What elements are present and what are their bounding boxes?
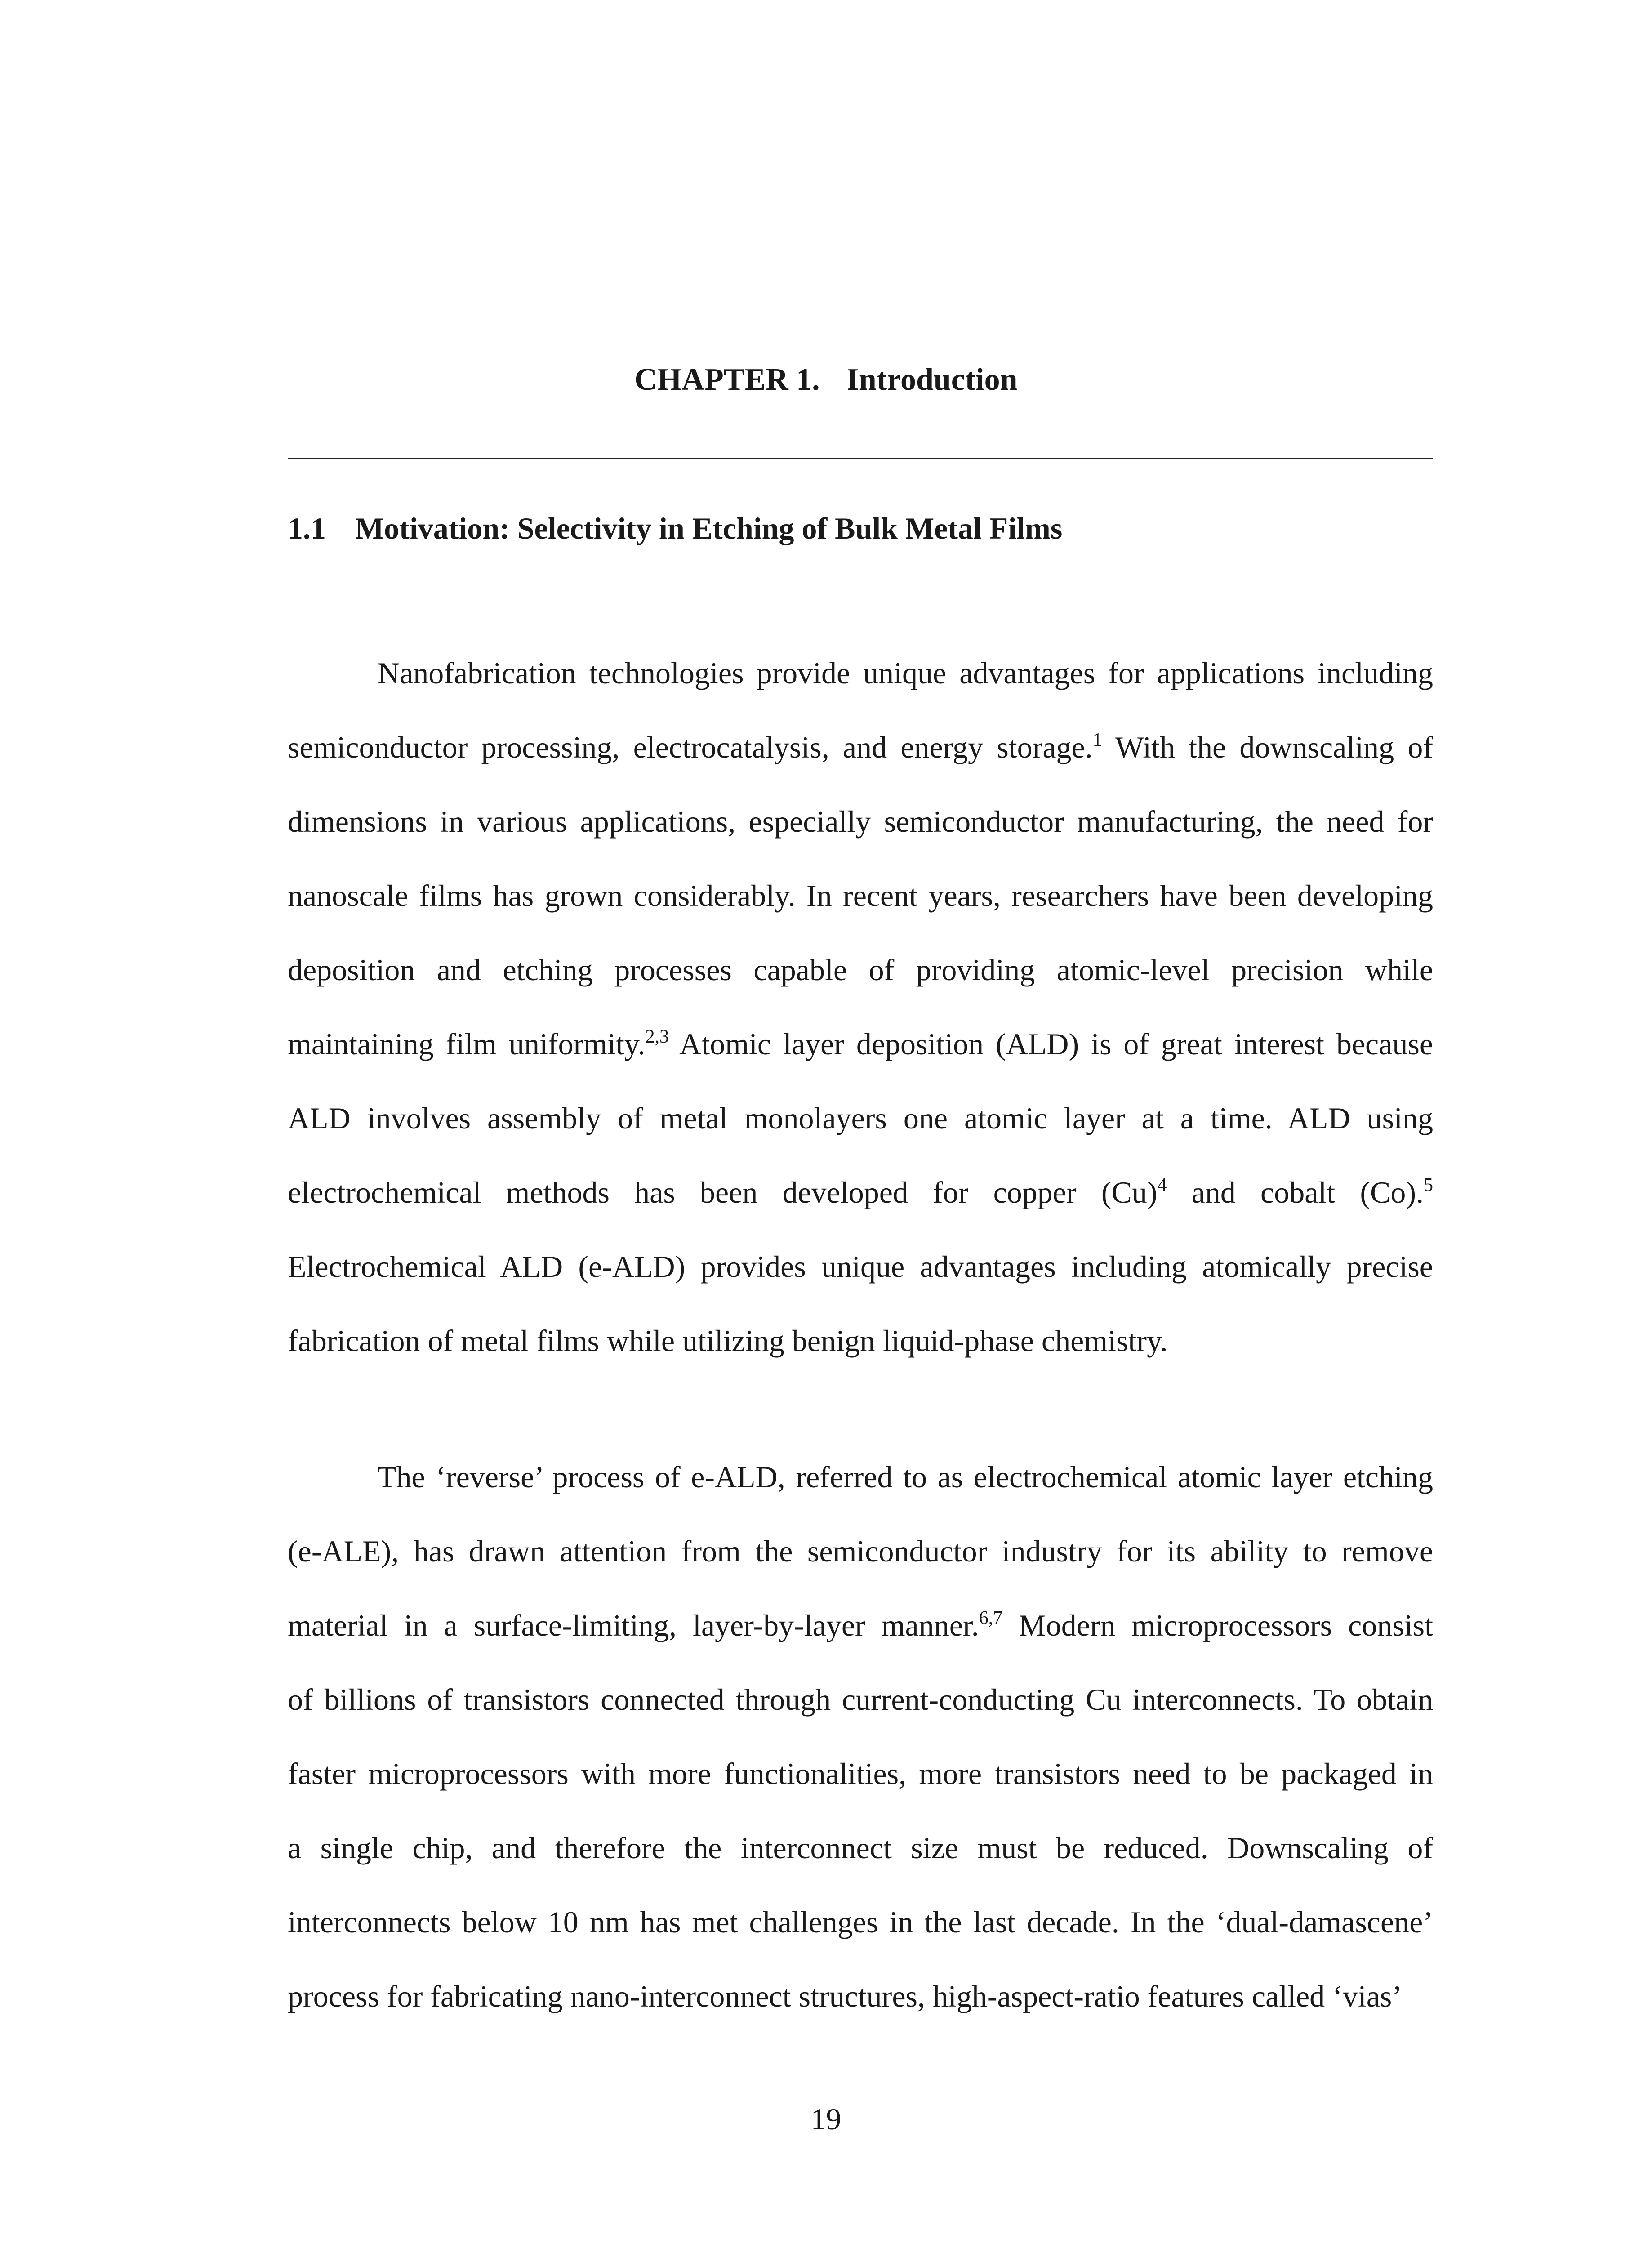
text-line — [288, 1753, 1433, 1828]
text-run: Atomic layer deposition (ALD) is of great interest because — [668, 1027, 1434, 1061]
text-run: a single chip, and therefore the interconnect size must be reduced. Downscaling of — [288, 1831, 1433, 1865]
text-line — [288, 653, 1433, 727]
text-run: With the downscaling of — [1102, 730, 1434, 764]
chapter-name: Introduction — [846, 362, 1018, 397]
citation-superscript: 2,3 — [645, 1026, 669, 1047]
section-heading — [288, 508, 1062, 549]
text-run: fabrication of metal films while utilizing benign liquid-phase chemistry. — [288, 1324, 1168, 1358]
text-run: deposition and etching processes capable of providing atomic-level precision while — [288, 953, 1433, 987]
text-line — [288, 1246, 1433, 1320]
text-line — [288, 727, 1433, 801]
text-run: faster microprocessors with more functionalities, more transistors need to be packaged in — [288, 1757, 1433, 1791]
text-line — [288, 1902, 1433, 1976]
paragraph-1 — [288, 653, 1433, 1395]
section-number: 1.1 — [288, 511, 326, 545]
text-run: semiconductor processing, electrocatalysis, and energy storage. — [288, 730, 1093, 764]
text-run: Modern microprocessors consist — [1002, 1608, 1433, 1642]
text-run: (e-ALE), has drawn attention from the semiconductor industry for its ability to remove — [288, 1534, 1433, 1568]
text-run: material in a surface-limiting, layer-by-layer manner. — [288, 1608, 979, 1642]
text-line — [288, 1679, 1433, 1753]
text-run: and cobalt (Co). — [1167, 1175, 1424, 1209]
text-run: interconnects below 10 nm has met challenges in the last decade. In the ‘dual-damascene’ — [288, 1905, 1433, 1939]
text-run: maintaining film uniformity. — [288, 1027, 646, 1061]
chapter-label: CHAPTER 1. — [634, 362, 820, 397]
text-line — [288, 1531, 1433, 1605]
paragraph-2 — [288, 1457, 1433, 2050]
text-run: dimensions in various applications, especially semiconductor manufacturing, the need for — [288, 804, 1433, 839]
citation-superscript: 5 — [1424, 1175, 1433, 1195]
text-line — [288, 1024, 1433, 1098]
text-run: process for fabricating nano-interconnect structures, high-aspect-ratio features called ‘vias’ — [288, 1979, 1403, 2013]
text-line — [288, 1172, 1433, 1246]
citation-superscript: 6,7 — [979, 1608, 1003, 1628]
text-line — [288, 950, 1433, 1024]
chapter-title — [0, 360, 1652, 400]
text-line — [288, 1828, 1433, 1902]
text-line — [288, 875, 1433, 950]
text-run: Nanofabrication technologies provide unique advantages for applications including — [378, 656, 1433, 690]
text-line — [288, 1098, 1433, 1172]
text-run: Electrochemical ALD (e-ALD) provides unique advantages including atomically precise — [288, 1249, 1433, 1284]
text-run: of billions of transistors connected through current-conducting Cu interconnects. To obtain — [288, 1682, 1433, 1717]
text-line — [288, 1457, 1433, 1531]
text-run: ALD involves assembly of metal monolayers one atomic layer at a time. ALD using — [288, 1101, 1433, 1135]
section-title: Motivation: Selectivity in Etching of Bulk Metal Films — [355, 511, 1063, 545]
citation-superscript: 4 — [1157, 1175, 1167, 1195]
horizontal-rule — [288, 458, 1433, 459]
text-line — [288, 1320, 1433, 1395]
citation-superscript: 1 — [1092, 730, 1102, 750]
text-run: The ‘reverse’ process of e-ALD, referred to as electrochemical atomic layer etching — [378, 1460, 1433, 1494]
text-line — [288, 801, 1433, 875]
text-run: electrochemical methods has been developed for copper (Cu) — [288, 1175, 1158, 1209]
text-line — [288, 1605, 1433, 1679]
text-run: nanoscale films has grown considerably. In recent years, researchers have been developing — [288, 879, 1433, 913]
text-line — [288, 1976, 1433, 2050]
page-number: 19 — [810, 2102, 842, 2136]
